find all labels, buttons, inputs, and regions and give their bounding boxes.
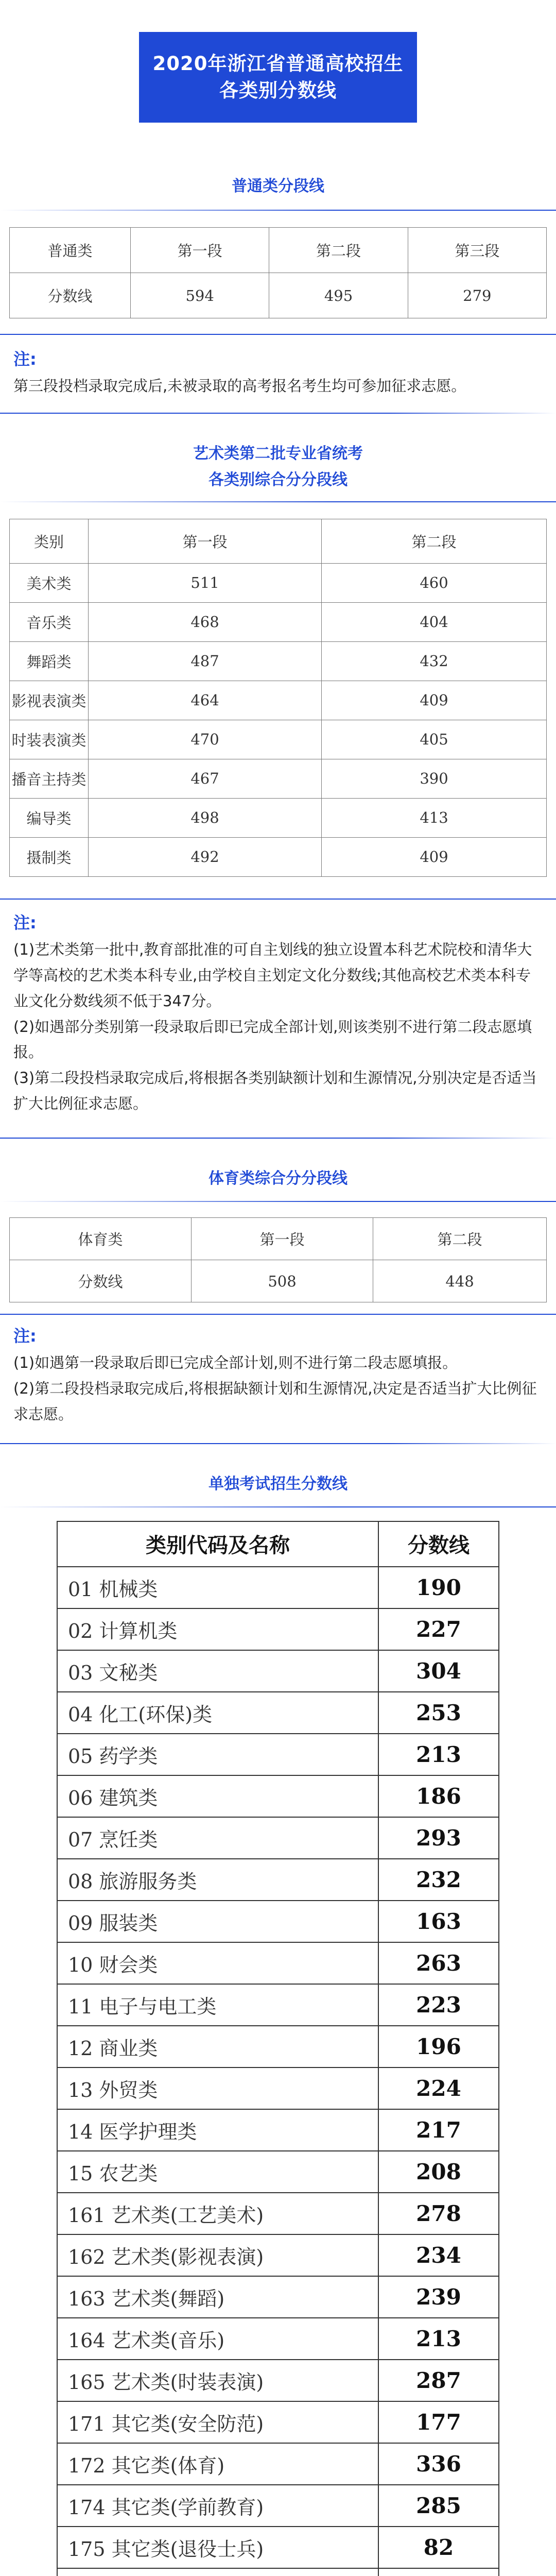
general-row-label: 分数线 [10, 273, 131, 318]
art-row [10, 563, 547, 602]
vocational-score-cell: 278 [378, 2193, 499, 2234]
vocational-row [57, 2109, 499, 2151]
vocational-row [57, 2067, 499, 2109]
vocational-category-cell: 01 机械类 [57, 1567, 378, 1608]
art-score-cell: 390 [322, 759, 547, 798]
vocational-row [57, 2318, 499, 2360]
vocational-category-cell: 15 农艺类 [57, 2151, 378, 2193]
sports-header-cell: 第二段 [373, 1218, 547, 1260]
general-note-label: 注: [13, 349, 37, 369]
vocational-row [57, 2443, 499, 2485]
sports-header-row [10, 1218, 547, 1260]
vocational-category-cell: 171 其它类(安全防范) [57, 2401, 378, 2443]
vocational-category-cell: 05 药学类 [57, 1734, 378, 1775]
sports-score-row [10, 1260, 547, 1302]
vocational-score-cell: 232 [378, 1859, 499, 1901]
art-header-row [10, 519, 547, 563]
vocational-score-cell: 336 [378, 2443, 499, 2485]
general-header-cell: 第一段 [131, 228, 269, 273]
vocational-row [57, 2568, 499, 2576]
vocational-category-cell: 164 艺术类(音乐) [57, 2318, 378, 2360]
vocational-score-cell: 213 [378, 2318, 499, 2360]
vocational-header-cell: 分数线 [378, 1521, 499, 1567]
vocational-category-cell: 10 财会类 [57, 1942, 378, 1984]
art-note-label: 注: [13, 912, 37, 933]
vocational-row [57, 2276, 499, 2318]
vocational-row [57, 1567, 499, 1608]
art-category-cell: 摄制类 [10, 837, 89, 876]
vocational-category-cell: 174 其它类(学前教育) [57, 2485, 378, 2527]
vocational-score-cell: 227 [378, 1608, 499, 1650]
art-header-cell: 类别 [10, 519, 89, 563]
sports-score-table [9, 1217, 547, 1302]
general-header-cell: 第二段 [269, 228, 408, 273]
vocational-row [57, 1901, 499, 1942]
sports-note-label: 注: [13, 1326, 37, 1346]
vocational-category-cell: 163 艺术类(舞蹈) [57, 2276, 378, 2318]
vocational-row [57, 2485, 499, 2527]
vocational-row [57, 1859, 499, 1901]
vocational-score-cell: 239 [378, 2276, 499, 2318]
sports-header-cell: 第一段 [192, 1218, 373, 1260]
vocational-score-cell: 163 [378, 1901, 499, 1942]
sports-row-label: 分数线 [10, 1260, 192, 1302]
art-row [10, 681, 547, 720]
vocational-score-cell: 253 [378, 1692, 499, 1734]
vocational-score-cell: 82 [378, 2527, 499, 2568]
art-score-cell: 468 [89, 602, 322, 641]
vocational-category-cell: 175 其它类(退役士兵) [57, 2527, 378, 2568]
vocational-score-cell: 263 [378, 1942, 499, 1984]
art-score-cell: 405 [322, 720, 547, 759]
sports-note-item: (1)如遇第一段录取后即已完成全部计划,则不进行第二段志愿填报。 [13, 1354, 458, 1372]
vocational-header-cell: 类别代码及名称 [57, 1521, 378, 1567]
vocational-score-cell: 196 [378, 2026, 499, 2067]
vocational-score-cell [378, 2568, 499, 2576]
vocational-score-cell: 285 [378, 2485, 499, 2527]
vocational-row [57, 1692, 499, 1734]
vocational-category-cell [57, 2568, 378, 2576]
art-score-cell: 467 [89, 759, 322, 798]
vocational-score-cell: 304 [378, 1650, 499, 1692]
vocational-row [57, 1817, 499, 1859]
art-score-cell: 460 [322, 563, 547, 602]
art-row [10, 641, 547, 681]
art-score-table [9, 519, 547, 877]
vocational-row [57, 1650, 499, 1692]
art-category-cell: 舞蹈类 [10, 641, 89, 681]
art-note [0, 909, 556, 1117]
sports-note-item: (2)第二段投档录取完成后,将根据缺额计划和生源情况,决定是否适当扩大比例征求志愿。 [13, 1379, 537, 1423]
vocational-row [57, 1775, 499, 1817]
vocational-category-cell: 172 其它类(体育) [57, 2443, 378, 2485]
vocational-category-cell: 14 医学护理类 [57, 2109, 378, 2151]
vocational-category-cell: 03 文秘类 [57, 1650, 378, 1692]
vocational-score-cell: 223 [378, 1984, 499, 2026]
art-category-cell: 美术类 [10, 563, 89, 602]
vocational-score-cell: 234 [378, 2234, 499, 2276]
title-line-2: 各类别分数线 [219, 79, 337, 101]
art-row [10, 837, 547, 876]
vocational-row [57, 1734, 499, 1775]
vocational-category-cell: 165 艺术类(时装表演) [57, 2360, 378, 2401]
general-score-cell: 279 [408, 273, 546, 318]
art-category-cell: 影视表演类 [10, 681, 89, 720]
general-note [0, 345, 556, 399]
title-line-1: 2020年浙江省普通高校招生 [152, 53, 404, 75]
vocational-row [57, 2026, 499, 2067]
general-header-row [10, 228, 547, 273]
vocational-category-cell: 11 电子与电工类 [57, 1984, 378, 2026]
art-category-cell: 时装表演类 [10, 720, 89, 759]
art-row [10, 720, 547, 759]
vocational-section-heading: 单独考试招生分数线 [208, 1475, 348, 1493]
vocational-score-cell: 190 [378, 1567, 499, 1608]
vocational-score-cell: 224 [378, 2067, 499, 2109]
art-score-cell: 413 [322, 798, 547, 837]
sports-header-cell: 体育类 [10, 1218, 192, 1260]
art-note-item: (1)艺术类第一批中,教育部批准的可自主划线的独立设置本科艺术院校和清华大学等高校的艺术类本科专业,由学校自主划定文化分数线;其他高校艺术类本科专业文化分数线须不低于347分。 [13, 940, 532, 1010]
art-category-cell: 编导类 [10, 798, 89, 837]
vocational-row [57, 2360, 499, 2401]
art-score-cell: 464 [89, 681, 322, 720]
vocational-category-cell: 12 商业类 [57, 2026, 378, 2067]
vocational-score-cell: 177 [378, 2401, 499, 2443]
art-header-cell: 第一段 [89, 519, 322, 563]
vocational-row [57, 1608, 499, 1650]
art-score-cell: 487 [89, 641, 322, 681]
vocational-score-cell: 186 [378, 1775, 499, 1817]
art-section-heading-1: 艺术类第二批专业省统考 [193, 444, 363, 463]
vocational-row [57, 2401, 499, 2443]
general-header-cell: 普通类 [10, 228, 131, 273]
vocational-category-cell: 02 计算机类 [57, 1608, 378, 1650]
art-row [10, 798, 547, 837]
title-banner [139, 32, 417, 123]
general-header-cell: 第三段 [408, 228, 546, 273]
vocational-row [57, 2234, 499, 2276]
vocational-category-cell: 162 艺术类(影视表演) [57, 2234, 378, 2276]
art-score-cell: 409 [322, 837, 547, 876]
vocational-row [57, 2193, 499, 2234]
vocational-category-cell: 04 化工(环保)类 [57, 1692, 378, 1734]
art-score-cell: 498 [89, 798, 322, 837]
vocational-row [57, 2527, 499, 2568]
general-score-cell: 594 [131, 273, 269, 318]
vocational-row [57, 1984, 499, 2026]
vocational-category-cell: 13 外贸类 [57, 2067, 378, 2109]
general-note-text: 第三段投档录取完成后,未被录取的高考报名考生均可参加征求志愿。 [13, 377, 466, 395]
vocational-score-cell: 213 [378, 1734, 499, 1775]
vocational-category-cell: 161 艺术类(工艺美术) [57, 2193, 378, 2234]
art-category-cell: 播音主持类 [10, 759, 89, 798]
art-score-cell: 404 [322, 602, 547, 641]
art-row [10, 759, 547, 798]
vocational-category-cell: 06 建筑类 [57, 1775, 378, 1817]
art-score-cell: 432 [322, 641, 547, 681]
vocational-row [57, 2151, 499, 2193]
vocational-category-cell: 07 烹饪类 [57, 1817, 378, 1859]
title-banner-area [0, 0, 556, 155]
art-note-item: (2)如遇部分类别第一段录取后即已完成全部计划,则该类别不进行第二段志愿填报。 [13, 1018, 532, 1061]
vocational-score-cell: 217 [378, 2109, 499, 2151]
sports-note [0, 1322, 556, 1428]
sports-score-cell: 508 [192, 1260, 373, 1302]
vocational-header-row [57, 1521, 499, 1567]
art-score-cell: 492 [89, 837, 322, 876]
vocational-category-cell: 08 旅游服务类 [57, 1859, 378, 1901]
art-category-cell: 音乐类 [10, 602, 89, 641]
art-score-cell: 409 [322, 681, 547, 720]
general-section-heading: 普通类分段线 [232, 177, 324, 195]
sports-section-heading: 体育类综合分分段线 [208, 1170, 348, 1188]
art-score-cell: 511 [89, 563, 322, 602]
art-section-heading-2: 各类别综合分分段线 [208, 470, 348, 489]
vocational-score-cell: 287 [378, 2360, 499, 2401]
sports-score-cell: 448 [373, 1260, 547, 1302]
art-header-cell: 第二段 [322, 519, 547, 563]
art-row [10, 602, 547, 641]
vocational-score-table [57, 1521, 499, 2576]
art-score-cell: 470 [89, 720, 322, 759]
vocational-category-cell: 09 服装类 [57, 1901, 378, 1942]
general-score-row [10, 273, 547, 318]
vocational-score-cell: 293 [378, 1817, 499, 1859]
general-score-cell: 495 [269, 273, 408, 318]
general-score-table [9, 227, 547, 318]
vocational-row [57, 1942, 499, 1984]
art-note-item: (3)第二段投档录取完成后,将根据各类别缺额计划和生源情况,分别决定是否适当扩大比例征求志愿。 [13, 1069, 537, 1113]
vocational-score-cell: 208 [378, 2151, 499, 2193]
